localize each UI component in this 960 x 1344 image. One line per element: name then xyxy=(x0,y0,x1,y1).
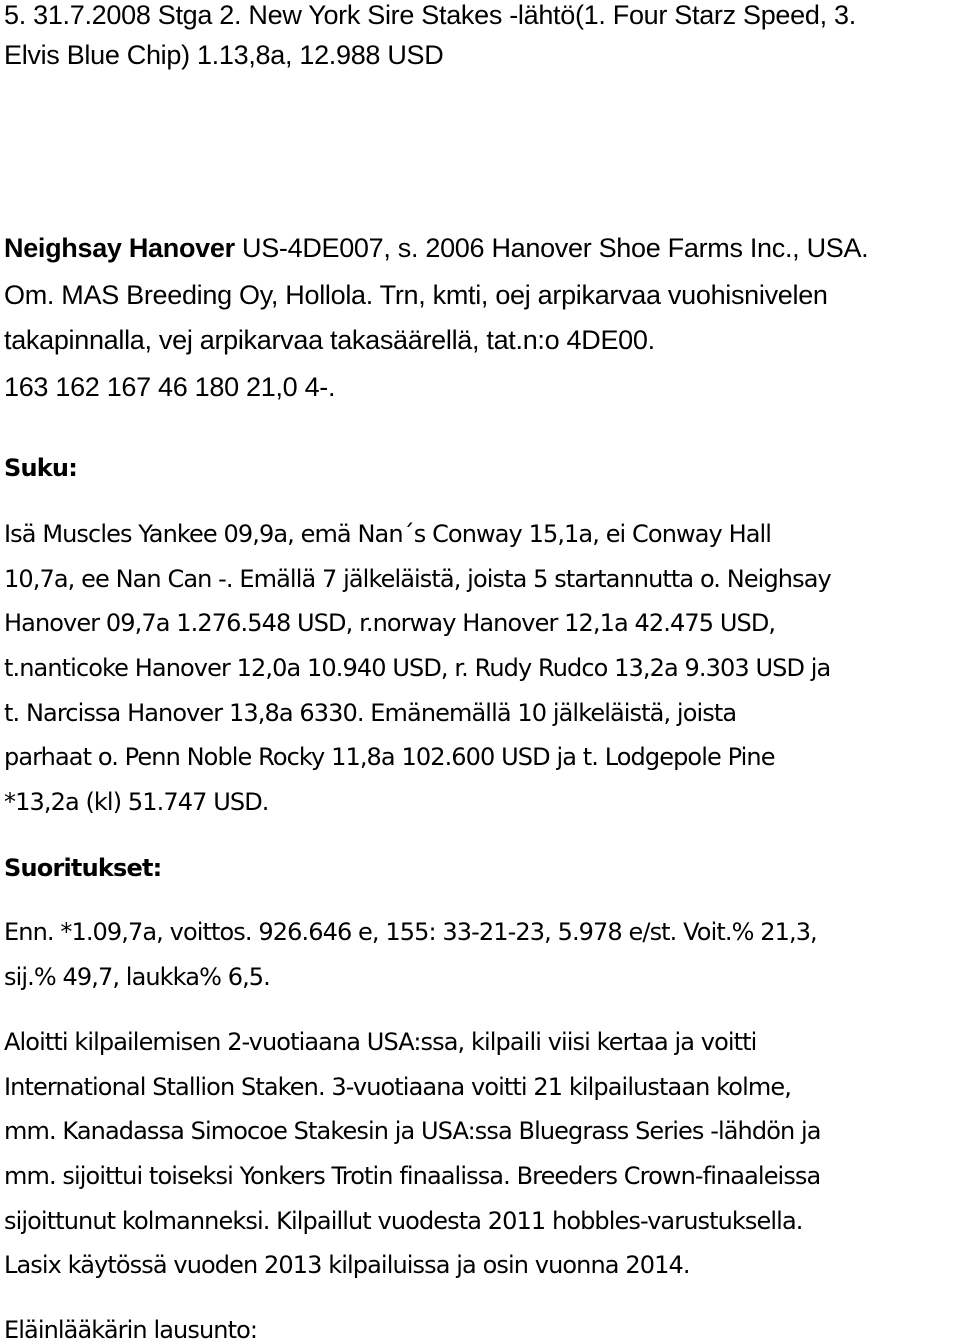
pedigree-line: 10,7a, ee Nan Can -. Emällä 7 jälkeläistä, joista 5 startannutta o. Neighsay xyxy=(4,565,831,593)
horse-markings-line: takapinnalla, vej arpikarvaa takasäärellä, tat.n:o 4DE00. xyxy=(4,325,655,355)
pedigree-line: parhaat o. Penn Noble Rocky 11,8a 102.600 USD ja t. Lodgepole Pine xyxy=(4,743,775,771)
career-line: mm. sijoittui toiseksi Yonkers Trotin finaalissa. Breeders Crown-finaaleissa xyxy=(4,1162,821,1190)
career-line: International Stallion Staken. 3-vuotiaana voitti 21 kilpailustaan kolme, xyxy=(4,1073,791,1101)
performance-line: sij.% 49,7, laukka% 6,5. xyxy=(4,963,270,991)
pedigree-line: t. Narcissa Hanover 13,8a 6330. Emänemällä 10 jälkeläistä, joista xyxy=(4,699,737,727)
performance-heading: Suoritukset: xyxy=(4,854,162,882)
career-line: sijoittunut kolmanneksi. Kilpaillut vuodesta 2011 hobbles-varustuksella. xyxy=(4,1207,803,1235)
race-result-line-1: 5. 31.7.2008 Stga 2. New York Sire Stakes -lähtö(1. Four Starz Speed, 3. xyxy=(4,0,856,30)
race-result-line-2: Elvis Blue Chip) 1.13,8a, 12.988 USD xyxy=(4,40,444,70)
career-line: mm. Kanadassa Simocoe Stakesin ja USA:ssa Bluegrass Series -lähdön ja xyxy=(4,1117,821,1145)
horse-measurements: 163 162 167 46 180 21,0 4-. xyxy=(4,372,336,402)
pedigree-heading: Suku: xyxy=(4,454,78,482)
performance-line: Enn. *1.09,7a, voittos. 926.646 e, 155: 33-21-23, 5.978 e/st. Voit.% 21,3, xyxy=(4,918,817,946)
pedigree-line: *13,2a (kl) 51.747 USD. xyxy=(4,788,269,816)
pedigree-line: Isä Muscles Yankee 09,9a, emä Nan´s Conway 15,1a, ei Conway Hall xyxy=(4,520,772,548)
pedigree-line: Hanover 09,7a 1.276.548 USD, r.norway Hanover 12,1a 42.475 USD, xyxy=(4,609,776,637)
vet-statement-heading: Eläinlääkärin lausunto: xyxy=(4,1316,258,1344)
career-line: Lasix käytössä vuoden 2013 kilpailuissa ja osin vuonna 2014. xyxy=(4,1251,690,1279)
horse-owner-line: Om. MAS Breeding Oy, Hollola. Trn, kmti, oej arpikarvaa vuohisnivelen xyxy=(4,280,828,310)
career-line: Aloitti kilpailemisen 2-vuotiaana USA:ssa, kilpaili viisi kertaa ja voitti xyxy=(4,1028,757,1056)
horse-registration: US-4DE007, s. 2006 Hanover Shoe Farms Inc., USA. xyxy=(234,233,869,263)
pedigree-line: t.nanticoke Hanover 12,0a 10.940 USD, r. Rudy Rudco 13,2a 9.303 USD ja xyxy=(4,654,831,682)
horse-name: Neighsay Hanover xyxy=(4,233,235,263)
horse-title-line xyxy=(4,233,868,264)
